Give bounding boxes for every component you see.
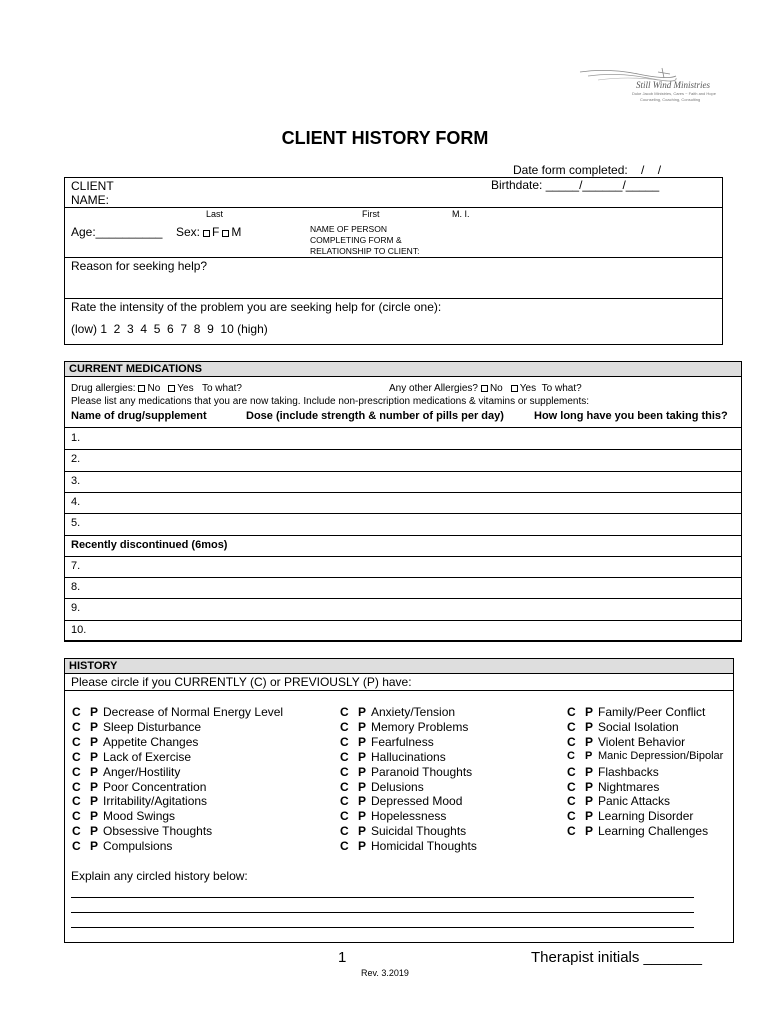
completer-label-line1: NAME OF PERSON	[310, 224, 387, 234]
drug-allergies-row	[71, 383, 242, 394]
history-item-label: Anger/Hostility	[103, 764, 181, 779]
history-item-label: Anxiety/Tension	[371, 705, 456, 719]
history-item	[72, 720, 201, 734]
current-option[interactable]: C	[340, 794, 349, 809]
history-item-label: Flashbacks	[598, 764, 659, 779]
medication-instructions: Please list any medications that you are now taking. Include non-prescription medications & vitamins or supplements:	[71, 396, 590, 407]
current-option[interactable]: C	[567, 749, 575, 762]
current-option[interactable]: C	[340, 734, 349, 749]
history-item	[340, 750, 446, 764]
previous-option[interactable]: P	[585, 764, 594, 779]
divider	[64, 298, 723, 299]
sex-field	[176, 225, 241, 239]
other-allergies-label: Any other Allergies?	[389, 383, 478, 394]
history-item	[72, 839, 172, 853]
history-item-label: Poor Concentration	[103, 779, 207, 794]
logo-subtitle: Duke Jacob Ministries, Cares ~ Faith and Hope	[632, 91, 716, 96]
revision-label: Rev. 3.2019	[361, 968, 409, 978]
last-name-label: Last	[206, 209, 224, 219]
current-option[interactable]: C	[567, 764, 576, 779]
medication-row-divider	[64, 556, 742, 557]
completer-label	[310, 224, 419, 257]
current-option[interactable]: C	[340, 809, 349, 824]
date-completed-field[interactable]: Date form completed: / /	[513, 163, 662, 177]
history-item-label: Learning Challenges	[598, 824, 709, 839]
drug-allergy-no-checkbox[interactable]	[138, 385, 145, 392]
previous-option[interactable]: P	[90, 719, 99, 734]
history-item-label: Mood Swings	[103, 809, 176, 824]
logo-name: Still Wind Ministries	[636, 80, 711, 90]
previous-option[interactable]: P	[358, 794, 367, 809]
logo-tagline: Counseling, Coaching, Consulting	[640, 97, 701, 102]
history-item	[72, 750, 191, 764]
history-item-label: Panic Attacks	[598, 794, 671, 809]
current-option[interactable]: C	[72, 794, 81, 809]
medication-row-divider	[64, 449, 742, 450]
history-item	[340, 794, 462, 808]
middle-initial-label: M. I.	[452, 209, 470, 219]
other-to-what-label[interactable]: To what?	[541, 383, 582, 394]
previous-option[interactable]: P	[585, 809, 594, 824]
current-option[interactable]: C	[72, 824, 81, 839]
medication-row[interactable]: 1.	[71, 432, 81, 444]
age-field[interactable]: Age:__________	[71, 225, 163, 239]
previous-option[interactable]: P	[90, 809, 99, 824]
current-option[interactable]: C	[340, 824, 349, 839]
medication-row-divider	[64, 620, 742, 621]
explain-line[interactable]	[71, 897, 694, 898]
therapist-initials-field[interactable]: Therapist initials _______	[531, 949, 702, 966]
current-option[interactable]: C	[340, 779, 349, 794]
history-item-label: Lack of Exercise	[103, 749, 192, 764]
history-item-label: Depressed Mood	[371, 794, 463, 809]
history-item	[72, 735, 198, 749]
history-header: HISTORY	[64, 658, 734, 674]
previous-option[interactable]: P	[90, 764, 99, 779]
history-item-label: Learning Disorder	[598, 809, 694, 824]
discontinued-label: Recently discontinued (6mos)	[71, 538, 228, 551]
current-option[interactable]: C	[72, 764, 81, 779]
history-instruction: Please circle if you CURRENTLY (C) or PREVIOUSLY (P) have:	[71, 675, 412, 689]
medication-row[interactable]: 10.	[71, 623, 87, 636]
to-what-label[interactable]: To what?	[201, 383, 242, 394]
reason-field[interactable]: Reason for seeking help?	[71, 259, 208, 273]
history-item	[340, 824, 466, 838]
medication-row-divider	[64, 535, 742, 536]
history-item-label: Paranoid Thoughts	[371, 764, 473, 779]
current-option[interactable]: C	[567, 779, 576, 794]
current-option[interactable]: C	[72, 809, 81, 824]
history-item	[72, 705, 283, 719]
previous-option[interactable]: P	[585, 734, 594, 749]
medication-row[interactable]: 4.	[71, 495, 81, 508]
medication-row-divider	[64, 471, 742, 472]
divider	[64, 207, 723, 208]
previous-option[interactable]: P	[585, 749, 593, 762]
current-option[interactable]: C	[340, 764, 349, 779]
previous-option[interactable]: P	[585, 705, 594, 719]
ministry-logo	[578, 64, 718, 104]
current-option[interactable]: C	[340, 839, 349, 854]
current-option[interactable]: C	[340, 749, 349, 764]
current-option[interactable]: C	[340, 719, 349, 734]
history-item	[72, 824, 212, 838]
drug-allergies-label: Drug allergies:	[71, 383, 136, 394]
medication-row[interactable]: 8.	[71, 581, 81, 594]
history-item-label: Memory Problems	[371, 719, 469, 734]
divider	[64, 690, 734, 691]
history-item	[340, 735, 434, 749]
previous-option[interactable]: P	[358, 749, 367, 764]
history-item-label: Homicidal Thoughts	[371, 839, 477, 854]
history-item	[567, 735, 685, 749]
history-item-label: Hopelessness	[371, 809, 447, 824]
previous-option[interactable]: P	[358, 809, 367, 824]
current-option[interactable]: C	[72, 705, 81, 719]
history-item	[567, 750, 723, 762]
history-item-label: Manic Depression/Bipolar	[598, 749, 724, 762]
previous-option[interactable]: P	[585, 779, 594, 794]
no-label: No	[147, 383, 161, 394]
other-allergies-row	[389, 383, 582, 394]
history-item-label: Fearfulness	[371, 734, 434, 749]
previous-option[interactable]: P	[90, 705, 99, 719]
history-item	[340, 705, 455, 719]
yes-label: Yes	[519, 383, 537, 394]
divider	[64, 257, 723, 258]
history-item	[72, 780, 206, 794]
history-item-label: Social Isolation	[598, 719, 679, 734]
intensity-scale[interactable]: (low) 1 2 3 4 5 6 7 8 9 10 (high)	[71, 322, 268, 336]
history-item-label: Violent Behavior	[598, 734, 686, 749]
col-drug-name: Name of drug/supplement	[71, 410, 207, 422]
previous-option[interactable]: P	[90, 824, 99, 839]
rate-question: Rate the intensity of the problem you are seeking help for (circle one):	[71, 300, 442, 314]
explain-line[interactable]	[71, 942, 694, 943]
history-item-label: Suicidal Thoughts	[371, 824, 467, 839]
history-item	[340, 780, 424, 794]
sex-male-checkbox[interactable]	[222, 230, 229, 237]
medication-row[interactable]: 5.	[71, 517, 81, 530]
other-allergy-no-checkbox[interactable]	[481, 385, 488, 392]
client-name-label-2[interactable]: NAME:	[71, 193, 110, 207]
previous-option[interactable]: P	[90, 779, 99, 794]
previous-option[interactable]: P	[358, 705, 367, 719]
current-option[interactable]: C	[72, 734, 81, 749]
other-allergy-yes-checkbox[interactable]	[511, 385, 518, 392]
current-option[interactable]: C	[567, 734, 576, 749]
previous-option[interactable]: P	[90, 839, 99, 854]
previous-option[interactable]: P	[358, 824, 367, 839]
explain-line[interactable]	[71, 927, 694, 928]
history-item	[340, 809, 446, 823]
client-name-label: CLIENT	[71, 179, 114, 193]
sex-male-label: M	[231, 225, 242, 239]
history-item	[567, 705, 705, 719]
history-item-label: Nightmares	[598, 779, 660, 794]
medication-row-divider	[64, 577, 742, 578]
medication-row[interactable]: 2.	[71, 453, 81, 466]
previous-option[interactable]: P	[358, 764, 367, 779]
sex-female-checkbox[interactable]	[203, 230, 210, 237]
completer-label-line3: RELATIONSHIP TO CLIENT:	[310, 246, 420, 256]
history-item	[340, 720, 468, 734]
sex-female-label: F	[212, 225, 220, 239]
col-dose: Dose (include strength & number of pills per day)	[246, 410, 504, 422]
previous-option[interactable]: P	[585, 719, 594, 734]
medication-row[interactable]: 3.	[71, 474, 81, 487]
explain-label: Explain any circled history below:	[71, 869, 248, 883]
medication-row-divider	[64, 641, 742, 642]
history-item	[340, 839, 477, 853]
yes-label: Yes	[177, 383, 194, 394]
history-item	[567, 720, 679, 734]
first-name-label: First	[362, 209, 380, 219]
current-option[interactable]: C	[567, 705, 576, 719]
col-how-long: How long have you been taking this?	[534, 410, 728, 422]
previous-option[interactable]: P	[358, 734, 367, 749]
current-option[interactable]: C	[72, 749, 81, 764]
history-item	[567, 794, 670, 808]
birthdate-field[interactable]: Birthdate: _____/______/_____	[491, 178, 660, 192]
completer-label-line2: COMPLETING FORM &	[310, 235, 402, 245]
current-option[interactable]: C	[72, 719, 81, 734]
history-item	[72, 765, 180, 779]
history-item	[567, 824, 708, 838]
sex-label: Sex:	[176, 225, 201, 239]
current-option[interactable]: C	[567, 809, 576, 824]
medication-row-divider	[64, 598, 742, 599]
previous-option[interactable]: P	[90, 749, 99, 764]
current-option[interactable]: C	[340, 705, 349, 719]
history-item-label: Hallucinations	[371, 749, 446, 764]
history-item	[340, 765, 472, 779]
history-item-label: Delusions	[371, 779, 424, 794]
previous-option[interactable]: P	[90, 794, 99, 809]
current-option[interactable]: C	[72, 779, 81, 794]
previous-option[interactable]: P	[358, 839, 367, 854]
history-item	[72, 809, 175, 823]
no-label: No	[489, 383, 503, 394]
history-item-label: Sleep Disturbance	[103, 719, 202, 734]
medication-row[interactable]: 7.	[71, 559, 81, 572]
history-item	[567, 765, 659, 779]
history-item	[567, 780, 659, 794]
medication-row[interactable]: 9.	[71, 602, 81, 615]
history-item-label: Obsessive Thoughts	[103, 824, 213, 839]
medication-row-divider	[64, 513, 742, 514]
previous-option[interactable]: P	[585, 824, 594, 839]
previous-option[interactable]: P	[585, 794, 594, 809]
history-item-label: Family/Peer Conflict	[598, 705, 706, 719]
history-item	[567, 809, 693, 823]
history-item-label: Irritability/Agitations	[103, 794, 208, 809]
history-item-label: Decrease of Normal Energy Level	[103, 705, 284, 719]
medications-header: CURRENT MEDICATIONS	[64, 361, 742, 377]
history-item-label: Compulsions	[103, 839, 173, 854]
previous-option[interactable]: P	[358, 719, 367, 734]
history-item-label: Appetite Changes	[103, 734, 199, 749]
current-option[interactable]: C	[567, 794, 576, 809]
current-option[interactable]: C	[567, 824, 576, 839]
drug-allergy-yes-checkbox[interactable]	[168, 385, 175, 392]
previous-option[interactable]: P	[90, 734, 99, 749]
current-option[interactable]: C	[567, 719, 576, 734]
form-title: CLIENT HISTORY FORM	[281, 128, 489, 148]
previous-option[interactable]: P	[358, 779, 367, 794]
history-item	[72, 794, 207, 808]
medication-row-divider	[64, 492, 742, 493]
page-number: 1	[338, 949, 347, 966]
explain-line[interactable]	[71, 912, 694, 913]
current-option[interactable]: C	[72, 839, 81, 854]
